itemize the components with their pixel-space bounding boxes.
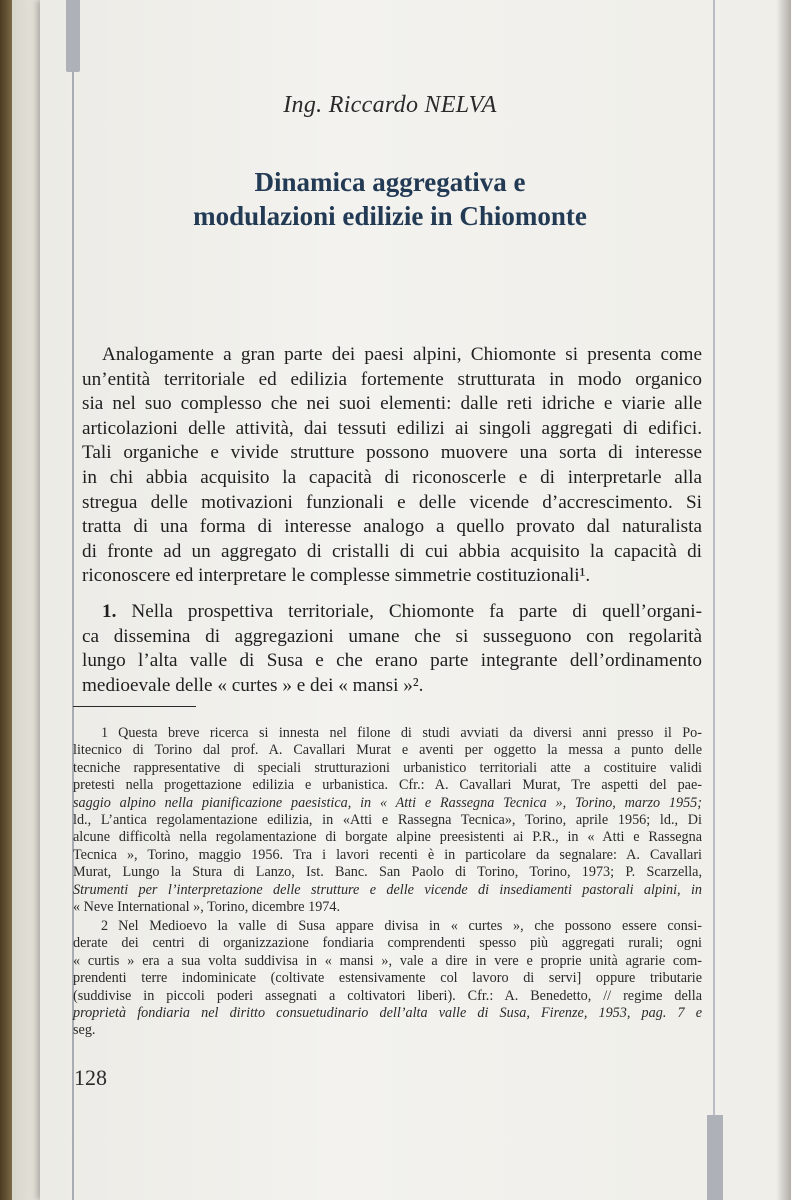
article-title xyxy=(90,165,690,233)
footnote-separator xyxy=(73,706,196,707)
footnote-line: Murat, Lungo la Stura di Lanzo, Ist. Banc. San Paolo di Torino, Torino, 1973; P. Scarzella, xyxy=(73,864,702,881)
footnote-line: tecniche rappresentative di speciali strutturazioni urbanistico territoriali atte a costituire validi xyxy=(73,759,702,776)
text-line: articolazioni delle attività, dai tessuti edilizi ai singoli aggregati di edifici. xyxy=(82,417,702,439)
text-line: ca dissemina di aggregazioni umane che si susseguono con regolarità xyxy=(82,625,702,647)
bottom-tab-marker xyxy=(707,1115,723,1200)
page-edge-shadow xyxy=(776,0,791,1200)
footnote-line: Tecnica », Torino, maggio 1956. Tra i lavori recenti è in particolare da segnalare: A. Cavallari xyxy=(73,846,702,863)
footnote-line: proprietà fondiaria nel diritto consuetudinario dell’alta valle di Susa, Firenze, 1953, pag. 7 e xyxy=(73,1005,702,1022)
footnote-line: seg. xyxy=(73,1022,96,1039)
title-line: modulazioni edilizie in Chiomonte xyxy=(193,201,587,231)
text-line: tratta di una forma di interesse analogo a quello provato dal naturalista xyxy=(82,516,702,538)
text-line: medioevale delle « curtes » e dei « mansi »². xyxy=(82,674,424,696)
footnote-line: alcune difficoltà nella regolamentazione di borgate alpine preesistenti ai P.R., in « Atti e Rassegna xyxy=(73,829,702,846)
text-line: in chi abbia acquisito la capacità di riconoscerle e di interpretarle alla xyxy=(82,466,702,488)
footnote-2 xyxy=(73,918,702,1040)
footnote-line: « Neve International », Torino, dicembre 1974. xyxy=(73,899,341,916)
text-line: lungo l’alta valle di Susa e che erano parte integrante dell’ordinamento xyxy=(82,650,702,672)
right-margin-rule xyxy=(713,0,715,1200)
footnote-line: « curtis » era a sua volta suddivisa in « mansi », vale a dire in vere e proprie unità agrarie com- xyxy=(73,952,702,969)
author-name: Ing. Riccardo NELVA xyxy=(283,92,497,118)
footnote-line xyxy=(73,918,702,935)
title-line: Dinamica aggregativa e xyxy=(254,167,526,197)
text-line: un’entità territoriale ed edilizia fortemente strutturata in modo organico xyxy=(82,368,702,390)
text-line xyxy=(82,600,702,625)
footnote-line: (suddivise in piccoli poderi assegnati a coltivatori liberi). Cfr.: A. Benedetto, // regime della xyxy=(73,987,702,1004)
footnote-line: Strumenti per l’interpretazione delle strutture e delle vicende di insediamenti pastorali alpini, in xyxy=(73,881,702,898)
text-line: sia nel suo complesso che nei suoi elementi: dalle reti idriche e viarie alle xyxy=(82,393,702,415)
text-line: riconoscere ed interpretare le complesse simmetrie costituzionali¹. xyxy=(82,565,591,587)
section-number: 1. xyxy=(102,601,117,622)
text-fragment: Nel Medioevo la valle di Susa appare divisa in « curtes », che possono essere consi- xyxy=(118,918,702,934)
footnote-line: ld., L’antica regolamentazione edilizia, in «Atti e Rassegna Tecnica», Torino, aprile 1956; ld., Di xyxy=(73,812,702,829)
page-number: 128 xyxy=(74,1065,107,1090)
footnote-line: saggio alpino nella pianificazione paesistica, in « Atti e Rassegna Tecnica », Torino, marzo 1955; xyxy=(73,794,702,811)
footnote-line: litecnico di Torino dal prof. A. Cavallari Murat e aventi per oggetto la messa a punto delle xyxy=(73,742,702,759)
text-fragment: Nella prospettiva territoriale, Chiomonte fa parte di quell’organi- xyxy=(116,601,702,622)
footnote-line xyxy=(73,725,702,742)
footnote-number: 1 xyxy=(101,725,109,741)
text-line: stregua delle motivazioni funzionali e delle vicende d’accrescimento. Si xyxy=(82,491,702,513)
footnote-1 xyxy=(73,725,702,916)
text-line: di fronte ad un aggregato di cristalli di cui abbia acquisito la capacità di xyxy=(82,540,702,562)
top-tab-marker xyxy=(66,0,80,72)
text-fragment: Questa breve ricerca si innesta nel filone di studi avviati da diversi anni presso il Po- xyxy=(118,725,702,741)
section-1-paragraph xyxy=(82,600,702,698)
footnote-number: 2 xyxy=(101,918,109,934)
text-line: Tali organiche e vivide strutture possono muovere una sorta di interesse xyxy=(82,442,702,464)
intro-paragraph xyxy=(82,343,702,589)
footnote-line: pretesti nella progettazione edilizia e urbanistica. Cfr.: A. Cavallari Murat, Tre aspetti del pae- xyxy=(73,777,702,794)
footnote-line: derate dei centri di organizzazione fondiaria comprendenti spesso più aggregati rurali; ogni xyxy=(73,935,702,952)
footnote-line: prendenti terre indominicate (coltivate estensivamente col lavoro di servi] oppure tributarie xyxy=(73,970,702,987)
text-line: Analogamente a gran parte dei paesi alpini, Chiomonte si presenta come xyxy=(102,344,702,365)
